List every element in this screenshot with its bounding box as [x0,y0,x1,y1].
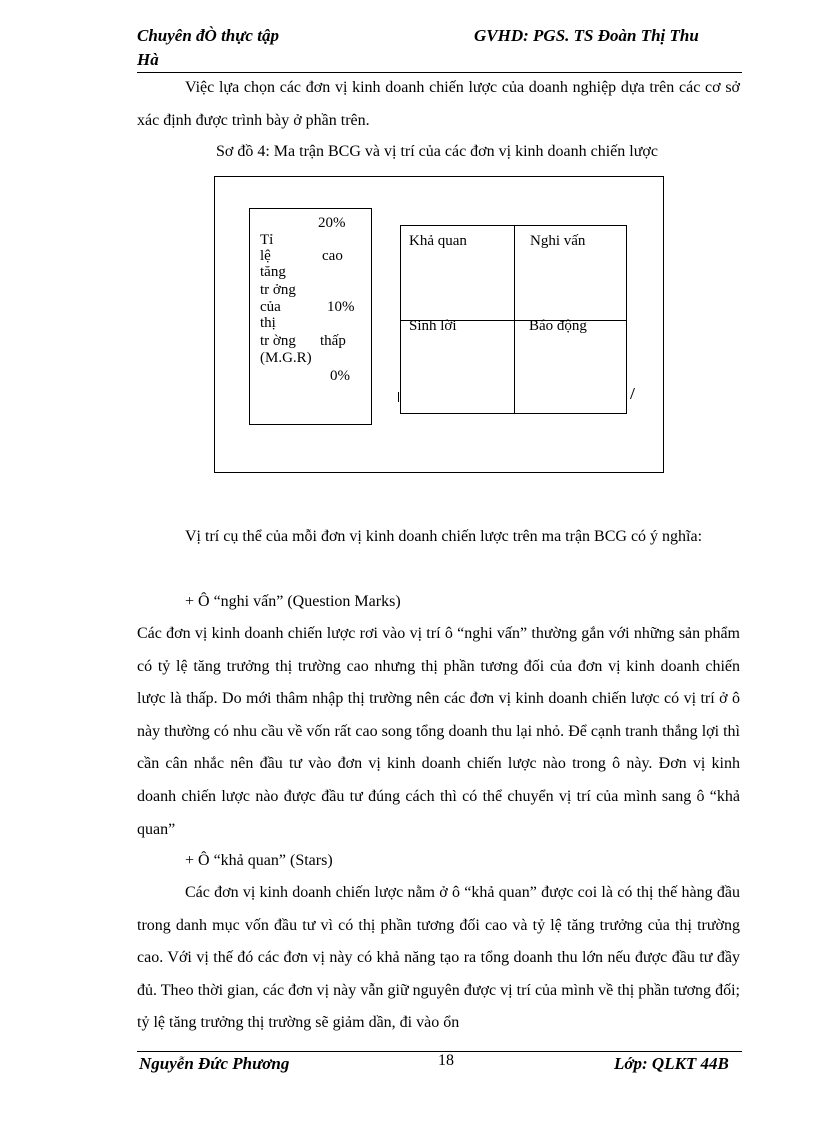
matrix-left-stub [398,392,399,402]
footer-class: Lớp: QLKT 44B [614,1054,729,1073]
axis-pct-top: 20% [318,215,346,231]
axis-word-cao: cao [322,248,343,264]
axis-word-tang: tăng [260,264,286,280]
axis-word-thap: thấp [320,333,346,349]
quadrant-top-left: Khả quan [409,233,467,249]
axis-pct-bottom: 0% [330,368,350,384]
intro-paragraph: Việc lựa chọn các đơn vị kinh doanh chiến lược của doanh nghiệp dựa trên các cơ sở xác định được trình bày ở phần trên. [137,79,740,129]
body-paragraph-3: Các đơn vị kinh doanh chiến lược nằm ở ô “khả quan” được coi là có thị thế hàng đầu trong danh mục vốn đầu tư vì có thị phần tương đối cao và tỷ lệ tăng trưởng của thị trường cao. Với vị thế đó các đơn vị này có khả năng tạo ra tổng doanh thu lớn nếu được đầu tư đầy đủ. Theo thời gian, các đơn vị này vẫn giữ nguyên được vị trí của mình về thị phần tương đối; tỷ lệ tăng trưởng thị trường sẽ giảm dần, đi vào ổn [137,884,740,1032]
header-left [137,24,279,72]
axis-word-truong2: tr ờng [260,333,296,349]
heading-stars: + Ô “khả quan” (Stars) [185,852,333,869]
quadrant-bottom-right: Báo động [529,318,587,334]
body-paragraph-2: Các đơn vị kinh doanh chiến lược rơi vào vị trí ô “nghi vấn” thường gắn với những sản phẩm có tỷ lệ tăng trưởng thị trường cao nhưng thị phần tương đối của đơn vị kinh doanh chiến lược là thấp. Do mới thâm nhập thị trường nên các đơn vị kinh doanh chiến lược có vị trí ở ô này thường có nhu cầu về vốn rất cao song tổng doanh thu lại nhỏ. Để cạnh tranh thắng lợi thì cần cân nhắc nên đầu tư vào đơn vị kinh doanh chiến lược nào trong ô này. Đơn vị kinh doanh chiến lược nào được đầu tư đúng cách thì có thể chuyển vị trí của mình sang ô “khả quan” [137,625,740,838]
heading-question-marks: + Ô “nghi vấn” (Question Marks) [185,593,401,610]
header-title: Chuyên đÒ thực tập [137,26,279,45]
axis-word-truong: tr ởng [260,282,296,298]
body-paragraph-1: Vị trí cụ thể của mỗi đơn vị kinh doanh chiến lược trên ma trận BCG có ý nghĩa: [185,528,703,545]
axis-word-le: lệ [260,248,271,264]
quadrant-top-right: Nghi vấn [530,233,586,249]
axis-word-thi: thị [260,315,276,331]
axis-word-cua: của [260,299,281,315]
diagram-caption: Sơ đồ 4: Ma trận BCG và vị trí của các đơn vị kinh doanh chiến lược [216,143,658,160]
quadrant-bottom-left: Sinh lời [409,318,457,334]
footer-author: Nguyễn Đức Phương [139,1054,290,1073]
header-title-cont: Hà [137,50,159,69]
axis-word-ti: Tỉ [260,232,274,248]
page-number: 18 [438,1052,454,1069]
header-supervisor: GVHD: PGS. TS Đoàn Thị Thu [474,26,699,45]
axis-pct-mid: 10% [327,299,355,315]
axis-abbr: (M.G.R) [260,350,312,366]
